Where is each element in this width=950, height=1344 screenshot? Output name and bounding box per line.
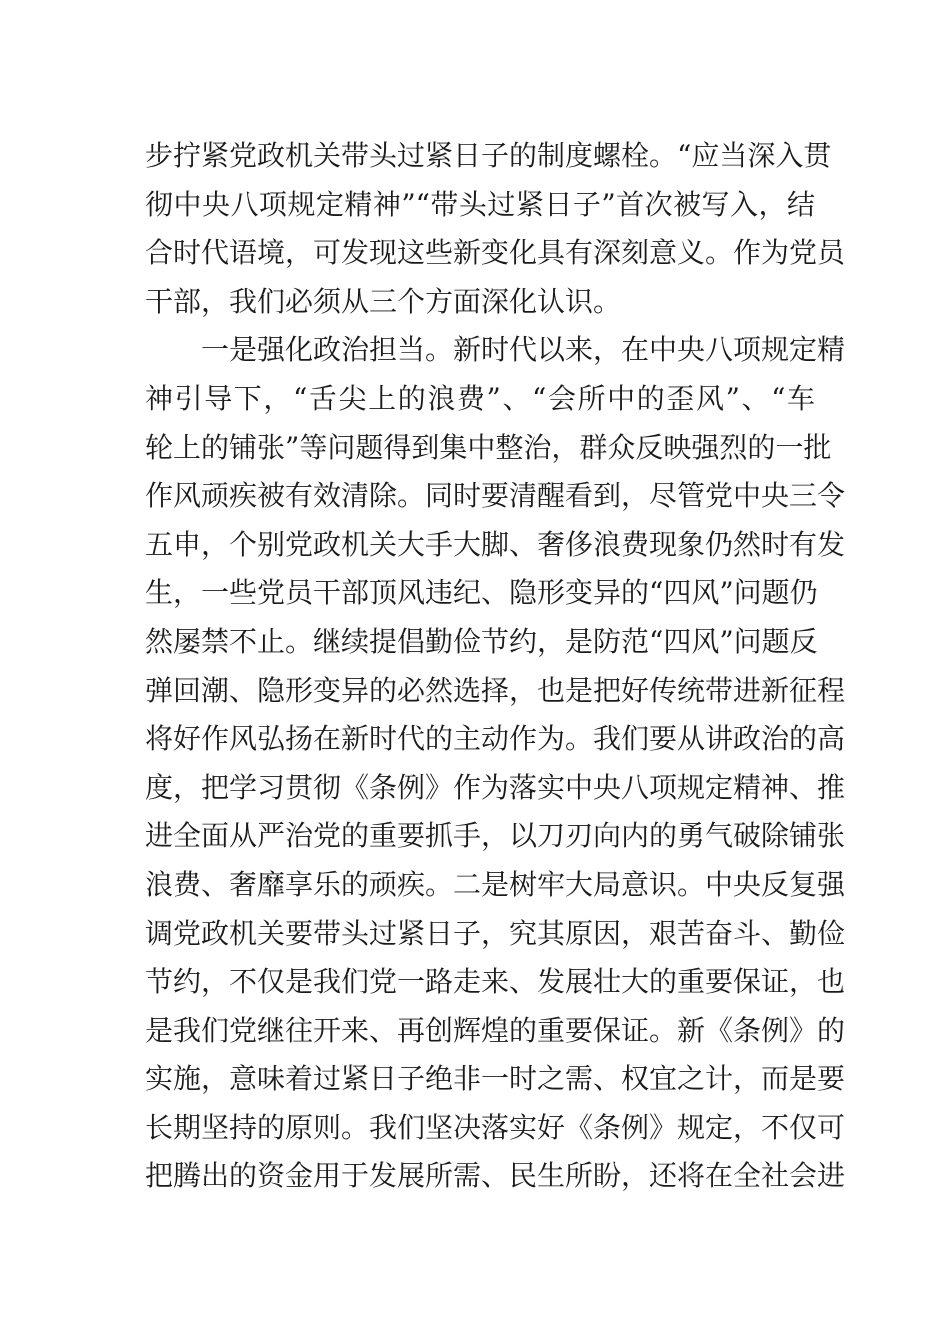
text-line: 生，一些党员干部顶风违纪、隐形变异的“四风”问题仍 [145,576,818,610]
text-line: 调党政机关要带头过紧日子，究其原因，艰苦奋斗、勤俭 [145,916,846,950]
text-line: 将好作风弘扬在新时代的主动作为。我们要从讲政治的高 [145,722,846,756]
text-line: 然屡禁不止。继续提倡勤俭节约，是防范“四风”问题反 [145,624,818,658]
text-line: 节约，不仅是我们党一路走来、发展壮大的重要保证，也 [145,965,846,999]
text-line: 神引导下，“舌尖上的浪费”、“会所中的歪风”、“车 [145,381,815,415]
text-line: 浪费、奢靡享乐的顽疾。二是树牢大局意识。中央反复强 [145,867,846,901]
text-line: 步拧紧党政机关带头过紧日子的制度螺栓。“应当深入贯 [145,139,832,172]
text-line: 度，把学习贯彻《条例》作为落实中央八项规定精神、推 [145,770,846,804]
text-line: 一是强化政治担当。新时代以来，在中央八项规定精 [201,333,846,367]
text-line: 彻中央八项规定精神”“带头过紧日子”首次被写入，结 [145,187,815,221]
text-line: 长期坚持的原则。我们坚决落实好《条例》规定，不仅可 [145,1110,846,1144]
text-line: 实施，意味着过紧日子绝非一时之需、权宜之计，而是要 [145,1062,846,1096]
text-line: 把腾出的资金用于发展所需、民生所盼，还将在全社会进 [145,1159,846,1193]
document-body [145,132,846,1201]
text-line: 轮上的铺张”等问题得到集中整治，群众反映强烈的一批 [145,430,832,464]
text-line: 弹回潮、隐形变异的必然选择，也是把好传统带进新征程 [145,673,846,707]
text-line: 五申，个别党政机关大手大脚、奢侈浪费现象仍然时有发 [145,527,846,561]
text-line: 是我们党继往开来、再创辉煌的重要保证。新《条例》的 [145,1013,846,1047]
text-line: 合时代语境，可发现这些新变化具有深刻意义。作为党员 [145,236,846,270]
text-line: 作风顽疾被有效清除。同时要清醒看到，尽管党中央三令 [145,479,846,513]
text-line: 干部，我们必须从三个方面深化认识。 [145,284,622,318]
text-line: 进全面从严治党的重要抓手，以刀刃向内的勇气破除铺张 [145,819,846,853]
